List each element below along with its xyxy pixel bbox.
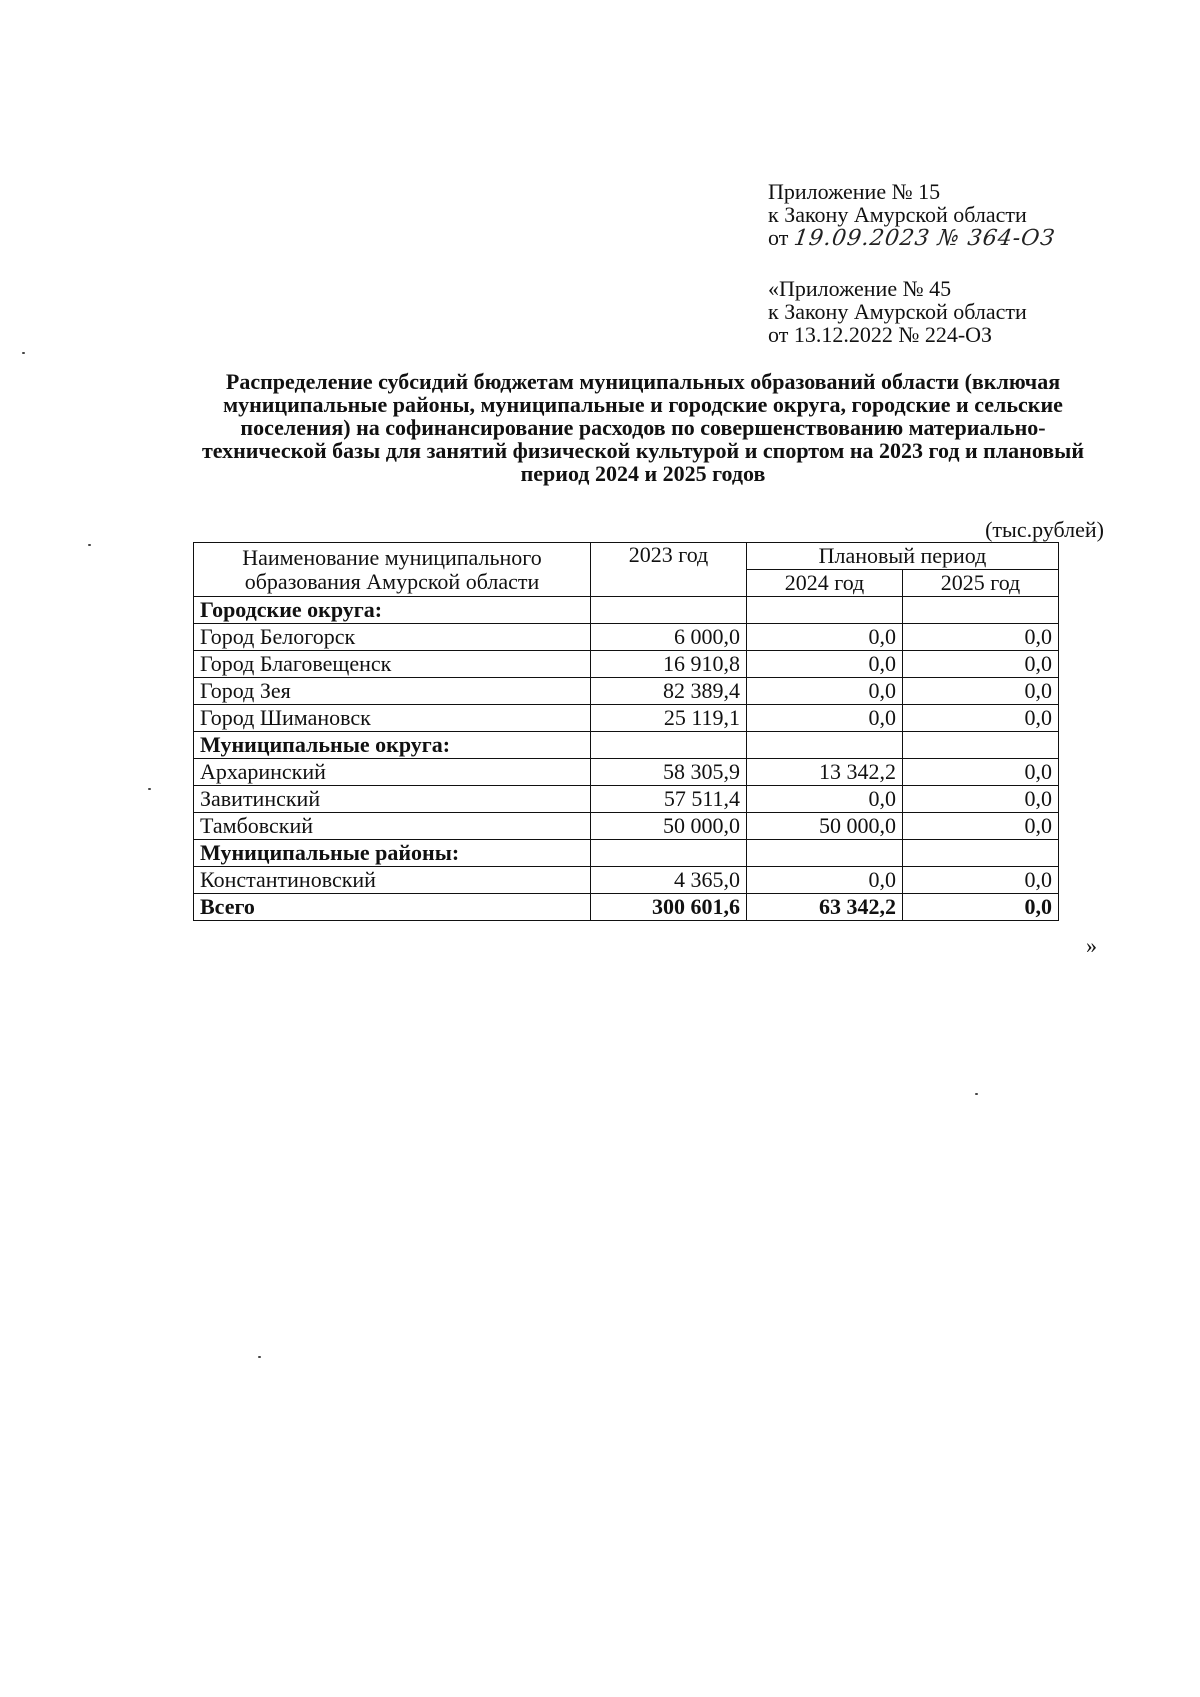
value-2025: 0,0 [903, 786, 1059, 813]
prior-annex-number: «Приложение № 45 [768, 276, 952, 301]
table-header-row [194, 543, 1059, 570]
value-2025: 0,0 [903, 759, 1059, 786]
value-2025: 0,0 [903, 678, 1059, 705]
scan-speck [88, 544, 91, 546]
annex-law-date [768, 226, 1055, 250]
scan-speck [22, 352, 25, 354]
value-2025: 0,0 [903, 705, 1059, 732]
municipality-name: Город Благовещенск [194, 651, 591, 678]
document-title: Распределение субсидий бюджетам муниципальных образований области (включая муниципальные районы, муниципальные и городские округа, городские и сельские поселения) на софинансирование расходов по совершенствованию материально-технической базы для занятий физической культурой и спортом на 2023 год и плановый период 2024 и 2025 годов [201, 369, 1085, 486]
value-2025: 0,0 [903, 624, 1059, 651]
value-2023: 58 305,9 [591, 759, 747, 786]
value-2023: 82 389,4 [591, 678, 747, 705]
value-2024: 50 000,0 [747, 813, 903, 840]
table-body [194, 597, 1059, 921]
annex-law-name: к Закону Амурской области [768, 202, 1027, 227]
scan-speck [258, 1356, 261, 1358]
municipality-name: Тамбовский [194, 813, 591, 840]
value-2024: 0,0 [747, 651, 903, 678]
header-municipality: Наименование муниципального образования Амурской области [194, 543, 591, 597]
scan-speck [148, 788, 151, 790]
table-row-group [194, 840, 1059, 867]
annex-date-prefix: от [768, 225, 789, 250]
value-2023: 6 000,0 [591, 624, 747, 651]
total-2024: 63 342,2 [747, 894, 903, 921]
group-name: Муниципальные округа: [194, 732, 591, 759]
table-row [194, 759, 1059, 786]
municipality-name: Завитинский [194, 786, 591, 813]
table-row [194, 624, 1059, 651]
units-label: (тыс.рублей) [985, 517, 1104, 542]
municipality-name: Город Белогорск [194, 624, 591, 651]
header-planned-period: Плановый период [747, 543, 1059, 570]
value-2024: 13 342,2 [747, 759, 903, 786]
value-2023: 25 119,1 [591, 705, 747, 732]
prior-annex-law-name: к Закону Амурской области [768, 299, 1027, 324]
header-2025: 2025 год [903, 570, 1059, 597]
annex-reference-prior [768, 277, 1027, 346]
table-row [194, 786, 1059, 813]
total-2023: 300 601,6 [591, 894, 747, 921]
group-name: Городские округа: [194, 597, 591, 624]
value-2023: 16 910,8 [591, 651, 747, 678]
value-2025: 0,0 [903, 651, 1059, 678]
value-2023: 50 000,0 [591, 813, 747, 840]
table-row [194, 651, 1059, 678]
prior-annex-law-date: от 13.12.2022 № 224-ОЗ [768, 322, 993, 347]
annex-number: Приложение № 15 [768, 179, 941, 204]
total-2025: 0,0 [903, 894, 1059, 921]
closing-quote: » [1086, 933, 1097, 958]
table-row [194, 867, 1059, 894]
municipality-name: Город Зея [194, 678, 591, 705]
municipality-name: Архаринский [194, 759, 591, 786]
value-2024: 0,0 [747, 705, 903, 732]
total-label: Всего [194, 894, 591, 921]
header-2023: 2023 год [591, 543, 747, 597]
group-name: Муниципальные районы: [194, 840, 591, 867]
header-2024: 2024 год [747, 570, 903, 597]
value-2024: 0,0 [747, 624, 903, 651]
value-2024: 0,0 [747, 678, 903, 705]
value-2023: 4 365,0 [591, 867, 747, 894]
subsidy-table [193, 542, 1059, 921]
table-row [194, 678, 1059, 705]
table-row-group [194, 597, 1059, 624]
scan-speck [975, 1093, 978, 1095]
table-row-group [194, 732, 1059, 759]
value-2024: 0,0 [747, 867, 903, 894]
table-row-total [194, 894, 1059, 921]
handwritten-date-number: 19.09.2023 № 364-ОЗ [792, 226, 1057, 251]
annex-reference-current [768, 180, 1055, 250]
value-2023: 57 511,4 [591, 786, 747, 813]
value-2025: 0,0 [903, 867, 1059, 894]
value-2025: 0,0 [903, 813, 1059, 840]
municipality-name: Константиновский [194, 867, 591, 894]
value-2024: 0,0 [747, 786, 903, 813]
municipality-name: Город Шимановск [194, 705, 591, 732]
table-row [194, 705, 1059, 732]
table-row [194, 813, 1059, 840]
